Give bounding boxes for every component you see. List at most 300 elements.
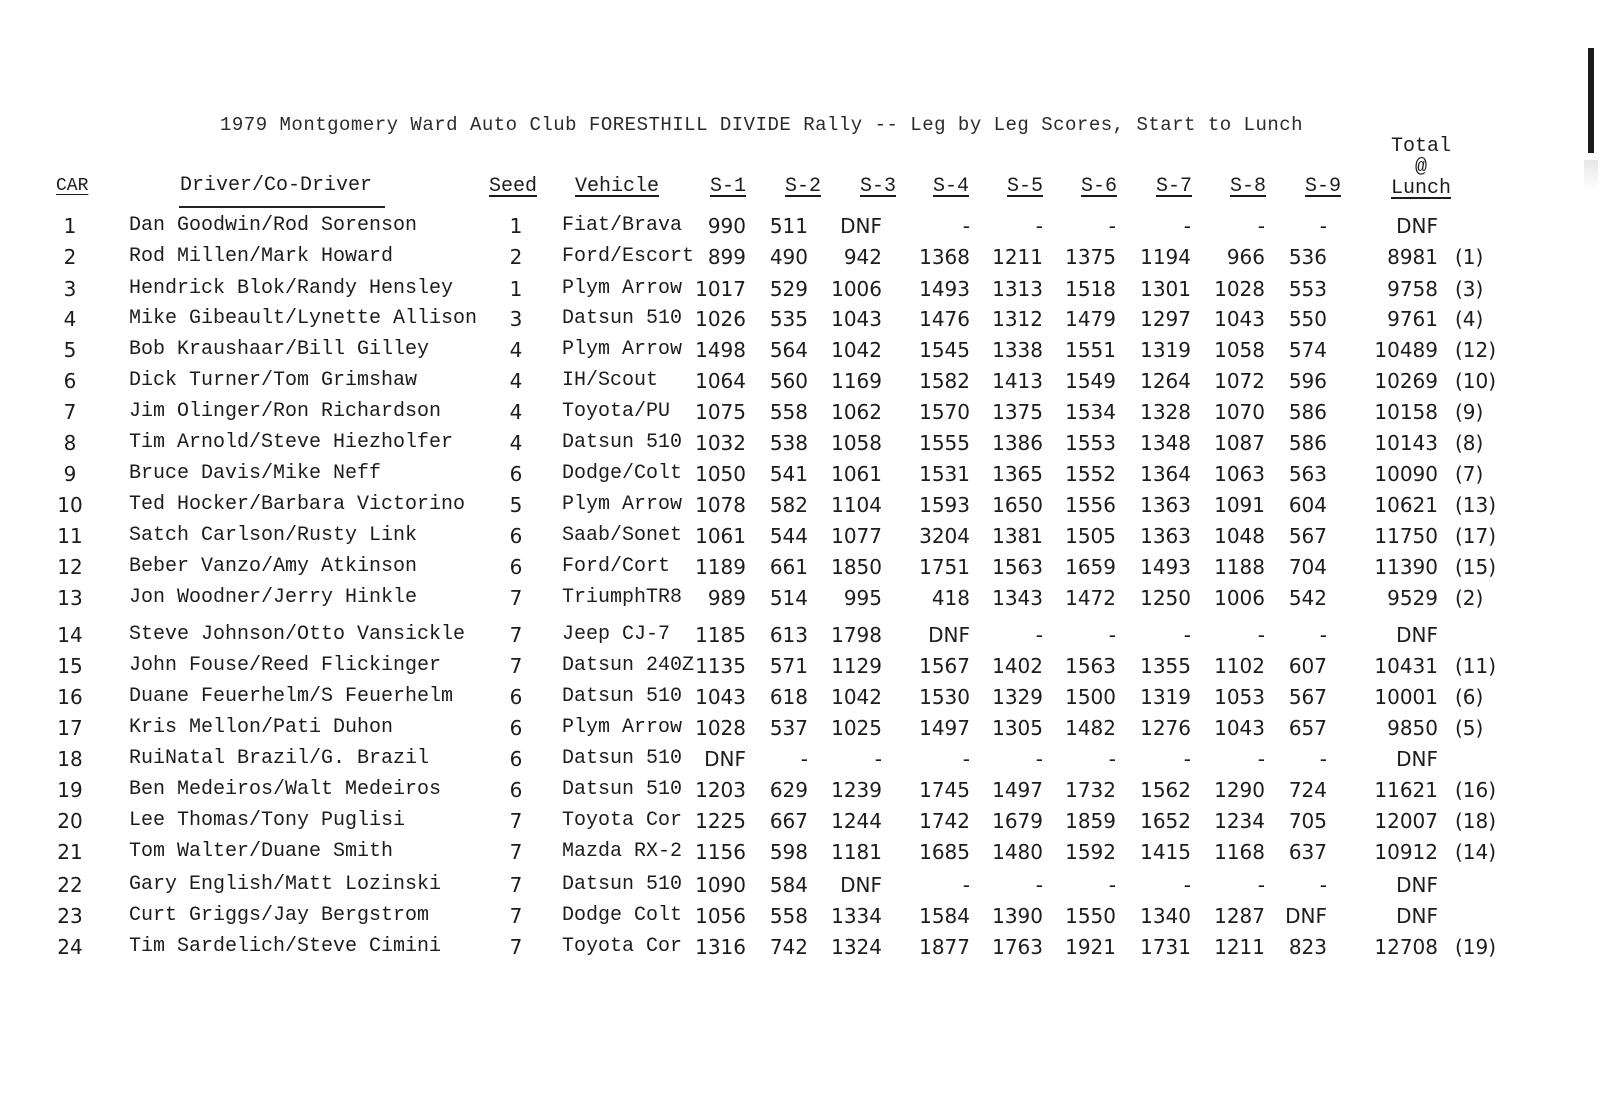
leg-score-s2: - <box>800 747 808 771</box>
finish-rank: (1) <box>1455 245 1484 269</box>
seed-value: 6 <box>509 747 523 771</box>
leg-score-s6: 1551 <box>1065 338 1116 362</box>
seed-value: 6 <box>509 524 523 548</box>
leg-score-s2: 582 <box>769 493 808 517</box>
total-score: DNF <box>1396 623 1438 647</box>
total-score: DNF <box>1396 873 1438 897</box>
leg-score-s8: 1053 <box>1214 685 1265 709</box>
seed-value: 4 <box>509 431 523 455</box>
car-number: 1 <box>63 214 77 238</box>
leg-score-s6: - <box>1108 747 1116 771</box>
leg-score-s3: - <box>874 747 882 771</box>
leg-score-s5: 1313 <box>992 277 1043 301</box>
leg-score-s3: DNF <box>840 873 882 897</box>
leg-score-s1: 1090 <box>695 873 746 897</box>
leg-score-s8: 1043 <box>1214 716 1265 740</box>
total-score: 10158 <box>1374 400 1438 424</box>
finish-rank: (7) <box>1455 462 1484 486</box>
leg-score-s7: 1250 <box>1140 586 1191 610</box>
leg-score-s3: 1239 <box>831 778 882 802</box>
leg-score-s3: 1006 <box>831 277 882 301</box>
driver-name: Tim Sardelich/Steve Cimini <box>129 935 442 958</box>
finish-rank: (12) <box>1455 338 1497 362</box>
vehicle-name: IH/Scout <box>562 369 659 392</box>
header-leg-7: S-7 <box>1155 175 1193 198</box>
leg-score-s1: 1064 <box>695 369 746 393</box>
vehicle-name: Datsun 510 <box>562 685 683 708</box>
driver-name: Gary English/Matt Lozinski <box>129 873 442 896</box>
vehicle-name: Toyota/PU <box>562 400 671 423</box>
leg-score-s2: 541 <box>769 462 808 486</box>
leg-score-s7: 1328 <box>1140 400 1191 424</box>
leg-score-s7: 1652 <box>1140 809 1191 833</box>
leg-score-s6: - <box>1108 623 1116 647</box>
car-number: 21 <box>57 840 83 864</box>
car-number: 18 <box>57 747 83 771</box>
seed-value: 6 <box>509 462 523 486</box>
leg-score-s4: 1497 <box>919 716 970 740</box>
leg-score-s6: 1500 <box>1065 685 1116 709</box>
header-total-line3: Lunch <box>1390 177 1452 200</box>
leg-score-s1: 1028 <box>695 716 746 740</box>
leg-score-s5: 1211 <box>992 245 1043 269</box>
leg-score-s3: 1077 <box>831 524 882 548</box>
car-number: 10 <box>57 493 83 517</box>
leg-score-s5: 1413 <box>992 369 1043 393</box>
driver-name: Bruce Davis/Mike Neff <box>129 462 382 485</box>
seed-value: 4 <box>509 400 523 424</box>
leg-score-s9: 563 <box>1288 462 1327 486</box>
total-score: 9529 <box>1387 586 1438 610</box>
driver-name: Dick Turner/Tom Grimshaw <box>129 369 418 392</box>
leg-score-s7: - <box>1183 873 1191 897</box>
leg-score-s1: 990 <box>707 214 746 238</box>
header-leg-2: S-2 <box>784 175 822 198</box>
leg-score-s2: 558 <box>769 904 808 928</box>
leg-score-s8: 1290 <box>1214 778 1265 802</box>
seed-value: 5 <box>509 493 523 517</box>
leg-score-s2: 571 <box>769 654 808 678</box>
leg-score-s7: 1731 <box>1140 935 1191 959</box>
vehicle-name: Plym Arrow <box>562 716 683 739</box>
leg-score-s9: - <box>1319 873 1327 897</box>
vehicle-name: Jeep CJ-7 <box>562 623 671 646</box>
leg-score-s9: 550 <box>1288 307 1327 331</box>
total-score: DNF <box>1396 747 1438 771</box>
leg-score-s7: 1319 <box>1140 338 1191 362</box>
document-title: 1979 Montgomery Ward Auto Club FORESTHILL DIVIDE Rally -- Leg by Leg Scores, Start to Lunch <box>220 114 1304 136</box>
leg-score-s2: 538 <box>769 431 808 455</box>
leg-score-s4: 1877 <box>919 935 970 959</box>
leg-score-s6: 1534 <box>1065 400 1116 424</box>
leg-score-s1: DNF <box>704 747 746 771</box>
leg-score-s7: 1415 <box>1140 840 1191 864</box>
leg-score-s3: 1129 <box>831 654 882 678</box>
driver-name: Hendrick Blok/Randy Hensley <box>129 277 454 300</box>
leg-score-s2: 598 <box>769 840 808 864</box>
scan-smudge <box>1584 160 1598 190</box>
car-number: 12 <box>57 555 83 579</box>
leg-score-s5: 1343 <box>992 586 1043 610</box>
driver-name: Kris Mellon/Pati Duhon <box>129 716 394 739</box>
car-number: 8 <box>63 431 77 455</box>
header-leg-3: S-3 <box>859 175 897 198</box>
driver-name: Tom Walter/Duane Smith <box>129 840 394 863</box>
leg-score-s1: 1017 <box>695 277 746 301</box>
leg-score-s4: DNF <box>928 623 970 647</box>
leg-score-s5: - <box>1035 873 1043 897</box>
driver-name: Jim Olinger/Ron Richardson <box>129 400 442 423</box>
leg-score-s8: 1006 <box>1214 586 1265 610</box>
driver-name: Satch Carlson/Rusty Link <box>129 524 418 547</box>
leg-score-s8: 1091 <box>1214 493 1265 517</box>
finish-rank: (11) <box>1455 654 1497 678</box>
driver-name: Steve Johnson/Otto Vansickle <box>129 623 466 646</box>
driver-name: Duane Feuerhelm/S Feuerhelm <box>129 685 454 708</box>
leg-score-s5: 1338 <box>992 338 1043 362</box>
car-number: 19 <box>57 778 83 802</box>
leg-score-s1: 989 <box>707 586 746 610</box>
driver-name: Ben Medeiros/Walt Medeiros <box>129 778 442 801</box>
leg-score-s2: 618 <box>769 685 808 709</box>
leg-score-s8: - <box>1257 873 1265 897</box>
leg-score-s3: 1061 <box>831 462 882 486</box>
vehicle-name: Fiat/Brava <box>562 214 683 237</box>
leg-score-s7: - <box>1183 747 1191 771</box>
leg-score-s1: 1498 <box>695 338 746 362</box>
total-score: 10431 <box>1374 654 1438 678</box>
car-number: 3 <box>63 277 77 301</box>
leg-score-s4: 1476 <box>919 307 970 331</box>
leg-score-s6: 1563 <box>1065 654 1116 678</box>
seed-value: 7 <box>509 586 523 610</box>
leg-score-s1: 1075 <box>695 400 746 424</box>
vehicle-name: Datsun 510 <box>562 307 683 330</box>
leg-score-s9: 607 <box>1288 654 1327 678</box>
leg-score-s3: 1169 <box>831 369 882 393</box>
total-score: 10269 <box>1374 369 1438 393</box>
vehicle-name: Toyota Cor <box>562 935 683 958</box>
leg-score-s9: 586 <box>1288 431 1327 455</box>
leg-score-s6: 1472 <box>1065 586 1116 610</box>
leg-score-s2: 535 <box>769 307 808 331</box>
vehicle-name: Plym Arrow <box>562 493 683 516</box>
seed-value: 7 <box>509 623 523 647</box>
leg-score-s2: 667 <box>769 809 808 833</box>
finish-rank: (17) <box>1455 524 1497 548</box>
leg-score-s5: - <box>1035 747 1043 771</box>
leg-score-s3: 1244 <box>831 809 882 833</box>
leg-score-s4: 1530 <box>919 685 970 709</box>
leg-score-s1: 1078 <box>695 493 746 517</box>
vehicle-name: TriumphTR8 <box>562 586 683 609</box>
driver-name: Beber Vanzo/Amy Atkinson <box>129 555 418 578</box>
vehicle-name: Datsun 510 <box>562 431 683 454</box>
leg-score-s2: 661 <box>769 555 808 579</box>
leg-score-s3: 1334 <box>831 904 882 928</box>
seed-value: 7 <box>509 809 523 833</box>
leg-score-s5: 1365 <box>992 462 1043 486</box>
leg-score-s9: 567 <box>1288 524 1327 548</box>
leg-score-s4: - <box>962 214 970 238</box>
leg-score-s7: 1493 <box>1140 555 1191 579</box>
leg-score-s8: 1072 <box>1214 369 1265 393</box>
header-leg-9: S-9 <box>1304 175 1342 198</box>
leg-score-s8: 1058 <box>1214 338 1265 362</box>
header-total-at: @ <box>1414 156 1428 179</box>
total-score: 10001 <box>1374 685 1438 709</box>
leg-score-s6: 1732 <box>1065 778 1116 802</box>
leg-score-s8: 1028 <box>1214 277 1265 301</box>
leg-score-s2: 629 <box>769 778 808 802</box>
finish-rank: (9) <box>1455 400 1484 424</box>
finish-rank: (6) <box>1455 685 1484 709</box>
leg-score-s4: 1751 <box>919 555 970 579</box>
leg-score-s9: 586 <box>1288 400 1327 424</box>
vehicle-name: Dodge/Colt <box>562 462 683 485</box>
leg-score-s2: 490 <box>769 245 808 269</box>
leg-score-s4: 1531 <box>919 462 970 486</box>
total-score: 12007 <box>1374 809 1438 833</box>
leg-score-s8: 1188 <box>1214 555 1265 579</box>
leg-score-s2: 584 <box>769 873 808 897</box>
leg-score-s4: 1582 <box>919 369 970 393</box>
vehicle-name: Ford/Escort <box>562 245 695 268</box>
seed-value: 4 <box>509 369 523 393</box>
leg-score-s3: 1798 <box>831 623 882 647</box>
car-number: 5 <box>63 338 77 362</box>
header-car: CAR <box>56 176 89 196</box>
leg-score-s3: DNF <box>840 214 882 238</box>
scan-edge-mark <box>1588 48 1594 153</box>
leg-score-s7: - <box>1183 623 1191 647</box>
total-score: 10912 <box>1374 840 1438 864</box>
leg-score-s3: 1058 <box>831 431 882 455</box>
leg-score-s4: 1545 <box>919 338 970 362</box>
leg-score-s4: 1493 <box>919 277 970 301</box>
leg-score-s9: - <box>1319 747 1327 771</box>
driver-name: Jon Woodner/Jerry Hinkle <box>129 586 418 609</box>
leg-score-s9: 542 <box>1288 586 1327 610</box>
finish-rank: (3) <box>1455 277 1484 301</box>
leg-score-s2: 560 <box>769 369 808 393</box>
leg-score-s8: 1234 <box>1214 809 1265 833</box>
header-total <box>1391 136 1451 199</box>
leg-score-s7: 1363 <box>1140 524 1191 548</box>
leg-score-s6: 1375 <box>1065 245 1116 269</box>
leg-score-s7: 1319 <box>1140 685 1191 709</box>
leg-score-s2: 529 <box>769 277 808 301</box>
leg-score-s5: - <box>1035 214 1043 238</box>
leg-score-s5: 1381 <box>992 524 1043 548</box>
leg-score-s3: 995 <box>843 586 882 610</box>
seed-value: 1 <box>509 277 523 301</box>
leg-score-s3: 1062 <box>831 400 882 424</box>
leg-score-s9: 704 <box>1288 555 1327 579</box>
leg-score-s5: 1390 <box>992 904 1043 928</box>
leg-score-s9: - <box>1319 623 1327 647</box>
leg-score-s9: 823 <box>1288 935 1327 959</box>
leg-score-s6: - <box>1108 873 1116 897</box>
leg-score-s7: 1301 <box>1140 277 1191 301</box>
finish-rank: (10) <box>1455 369 1497 393</box>
seed-value: 6 <box>509 716 523 740</box>
leg-score-s9: 574 <box>1288 338 1327 362</box>
leg-score-s5: 1312 <box>992 307 1043 331</box>
leg-score-s1: 1156 <box>695 840 746 864</box>
leg-score-s5: 1763 <box>992 935 1043 959</box>
vehicle-name: Plym Arrow <box>562 338 683 361</box>
seed-value: 7 <box>509 654 523 678</box>
leg-score-s4: - <box>962 873 970 897</box>
finish-rank: (5) <box>1455 716 1484 740</box>
leg-score-s3: 942 <box>843 245 882 269</box>
header-leg-1: S-1 <box>709 175 747 198</box>
driver-name: Tim Arnold/Steve Hiezholfer <box>129 431 454 454</box>
leg-score-s4: 1570 <box>919 400 970 424</box>
leg-score-s7: 1364 <box>1140 462 1191 486</box>
leg-score-s6: 1550 <box>1065 904 1116 928</box>
leg-score-s1: 1203 <box>695 778 746 802</box>
leg-score-s3: 1324 <box>831 935 882 959</box>
seed-value: 6 <box>509 778 523 802</box>
driver-name: RuiNatal Brazil/G. Brazil <box>129 747 430 770</box>
total-score: 9761 <box>1387 307 1438 331</box>
leg-score-s5: 1679 <box>992 809 1043 833</box>
vehicle-name: Toyota Cor <box>562 809 683 832</box>
leg-score-s4: 1567 <box>919 654 970 678</box>
car-number: 14 <box>57 623 83 647</box>
leg-score-s9: 553 <box>1288 277 1327 301</box>
leg-score-s4: 1742 <box>919 809 970 833</box>
leg-score-s6: 1592 <box>1065 840 1116 864</box>
car-number: 20 <box>57 809 83 833</box>
leg-score-s1: 1185 <box>695 623 746 647</box>
total-score: 11750 <box>1374 524 1438 548</box>
seed-value: 2 <box>509 245 523 269</box>
leg-score-s7: 1562 <box>1140 778 1191 802</box>
leg-score-s5: - <box>1035 623 1043 647</box>
leg-score-s8: 1048 <box>1214 524 1265 548</box>
driver-name: Curt Griggs/Jay Bergstrom <box>129 904 430 927</box>
leg-score-s5: 1386 <box>992 431 1043 455</box>
header-total-line1: Total <box>1390 135 1452 158</box>
leg-score-s4: 1555 <box>919 431 970 455</box>
leg-score-s5: 1305 <box>992 716 1043 740</box>
total-score: 10489 <box>1374 338 1438 362</box>
leg-score-s8: - <box>1257 623 1265 647</box>
leg-score-s5: 1563 <box>992 555 1043 579</box>
leg-score-s9: - <box>1319 214 1327 238</box>
leg-score-s2: 537 <box>769 716 808 740</box>
vehicle-name: Saab/Sonet <box>562 524 683 547</box>
vehicle-name: Ford/Cort <box>562 555 671 578</box>
leg-score-s5: 1497 <box>992 778 1043 802</box>
leg-score-s4: 1685 <box>919 840 970 864</box>
leg-score-s1: 1135 <box>695 654 746 678</box>
driver-name: Rod Millen/Mark Howard <box>129 245 394 268</box>
header-leg-8: S-8 <box>1229 175 1267 198</box>
leg-score-s1: 899 <box>707 245 746 269</box>
car-number: 2 <box>63 245 77 269</box>
total-score: DNF <box>1396 214 1438 238</box>
header-leg-4: S-4 <box>932 175 970 198</box>
leg-score-s1: 1032 <box>695 431 746 455</box>
driver-name: John Fouse/Reed Flickinger <box>129 654 442 677</box>
leg-score-s1: 1316 <box>695 935 746 959</box>
car-number: 22 <box>57 873 83 897</box>
header-seed: Seed <box>489 175 538 198</box>
header-driver: Driver/Co-Driver <box>180 174 373 197</box>
seed-value: 7 <box>509 904 523 928</box>
seed-value: 3 <box>509 307 523 331</box>
car-number: 16 <box>57 685 83 709</box>
total-score: 10143 <box>1374 431 1438 455</box>
total-score: 9850 <box>1387 716 1438 740</box>
leg-score-s8: 1168 <box>1214 840 1265 864</box>
total-score: 9758 <box>1387 277 1438 301</box>
leg-score-s8: 966 <box>1226 245 1265 269</box>
leg-score-s4: 1368 <box>919 245 970 269</box>
car-number: 9 <box>63 462 77 486</box>
leg-score-s8: 1102 <box>1214 654 1265 678</box>
seed-value: 4 <box>509 338 523 362</box>
seed-value: 7 <box>509 873 523 897</box>
header-vehicle: Vehicle <box>575 175 660 198</box>
leg-score-s1: 1050 <box>695 462 746 486</box>
leg-score-s8: - <box>1257 214 1265 238</box>
leg-score-s4: 418 <box>931 586 970 610</box>
header-driver-rule <box>179 206 385 208</box>
vehicle-name: Datsun 240Z <box>562 654 695 677</box>
leg-score-s5: 1650 <box>992 493 1043 517</box>
leg-score-s9: 604 <box>1288 493 1327 517</box>
leg-score-s1: 1026 <box>695 307 746 331</box>
header-leg-5: S-5 <box>1006 175 1044 198</box>
leg-score-s7: 1348 <box>1140 431 1191 455</box>
finish-rank: (15) <box>1455 555 1497 579</box>
leg-score-s9: 724 <box>1288 778 1327 802</box>
leg-score-s8: 1070 <box>1214 400 1265 424</box>
vehicle-name: Mazda RX-2 <box>562 840 683 863</box>
car-number: 15 <box>57 654 83 678</box>
leg-score-s6: 1518 <box>1065 277 1116 301</box>
car-number: 17 <box>57 716 83 740</box>
seed-value: 7 <box>509 935 523 959</box>
leg-score-s6: 1553 <box>1065 431 1116 455</box>
leg-score-s1: 1056 <box>695 904 746 928</box>
car-number: 13 <box>57 586 83 610</box>
leg-score-s6: 1479 <box>1065 307 1116 331</box>
leg-score-s5: 1480 <box>992 840 1043 864</box>
leg-score-s9: DNF <box>1285 904 1327 928</box>
leg-score-s2: 613 <box>769 623 808 647</box>
vehicle-name: Datsun 510 <box>562 873 683 896</box>
leg-score-s3: 1042 <box>831 338 882 362</box>
total-score: 10621 <box>1374 493 1438 517</box>
leg-score-s8: 1043 <box>1214 307 1265 331</box>
leg-score-s6: 1505 <box>1065 524 1116 548</box>
total-score: 12708 <box>1374 935 1438 959</box>
leg-score-s9: 567 <box>1288 685 1327 709</box>
leg-score-s1: 1189 <box>695 555 746 579</box>
leg-score-s9: 596 <box>1288 369 1327 393</box>
leg-score-s9: 637 <box>1288 840 1327 864</box>
leg-score-s8: - <box>1257 747 1265 771</box>
leg-score-s9: 536 <box>1288 245 1327 269</box>
seed-value: 7 <box>509 840 523 864</box>
car-number: 4 <box>63 307 77 331</box>
